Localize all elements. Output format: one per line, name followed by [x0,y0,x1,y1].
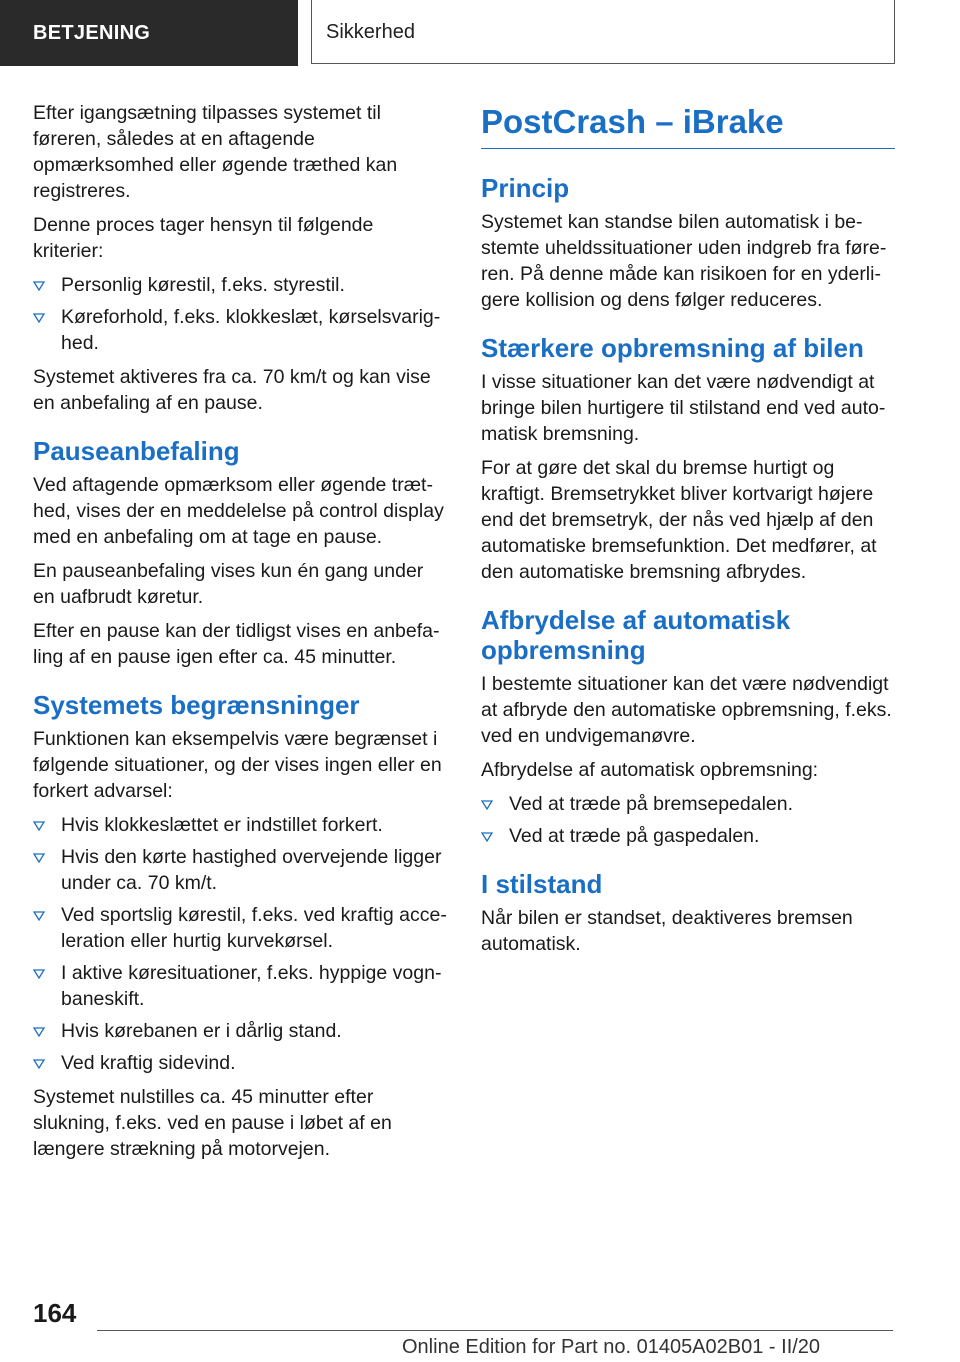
triangle-bullet-icon [33,969,45,979]
triangle-bullet-icon [33,281,45,291]
list-item-text: I aktive køresituationer, f.eks. hyppige vognbaneskift. [61,962,442,1010]
page-number: 164 [33,1298,77,1328]
section-title: PostCrash – iBrake [481,102,895,149]
activation-paragraph: Systemet aktiveres fra ca. 70 km/t og kan vise en anbefaling af en pause. [33,366,431,414]
cancel-braking-heading: Afbrydelse af automatisk opbremsning [481,605,791,665]
edition-label: Online Edition for Part no. 01405A02B01 - II/20 [402,1336,821,1358]
list-item-text: Ved at træde på gaspedalen. [509,825,760,847]
triangle-bullet-icon [33,313,45,323]
list-item-text: Hvis den kørte hastighed overvejende ligger under ca. 70 km/t. [61,846,442,894]
limits-intro: Funktionen kan eksempelvis være begrænset i følgende situationer, og der vises ingen eller en forkert advarsel: [33,728,442,802]
section-tab: BETJENING [0,0,298,66]
list-item [481,823,896,849]
list-item [33,902,448,954]
list-item [33,304,448,356]
triangle-bullet-icon [481,832,493,842]
reset-paragraph: Systemet nulstilles ca. 45 minutter efter slukning, f.eks. ved en pause i løbet af en længere strækning på motorvejen. [33,1086,392,1160]
intro-paragraph-2: Denne proces tager hensyn til følgende kriterier: [33,214,374,262]
right-column [481,102,896,965]
stronger-paragraph-2: For at gøre det skal du bremse hurtigt og kraftigt. Bremsetrykket bliver kortvarigt højere end det bremsetryk, der nås ved hjælp af den automatiske bremsefunktion. Det medfører, at den automatiske bremsning afbrydes. [481,457,877,583]
list-item-text: Hvis kørebanen er i dårlig stand. [61,1020,342,1042]
list-item-text: Køreforhold, f.eks. klokkeslæt, kørselsvarighed. [61,306,441,354]
chapter-title: Sikkerhed [311,0,895,64]
list-item [33,844,448,896]
criteria-list [33,272,448,356]
list-item [33,272,448,298]
list-item-text: Personlig kørestil, f.eks. styrestil. [61,274,345,296]
cancel-paragraph-1: I bestemte situationer kan det være nødvendigt at afbryde den automatiske opbremsning, f.eks. ved en undvigemanøvre. [481,673,892,747]
list-item [481,791,896,817]
stronger-paragraph-1: I visse situationer kan det være nødvendigt at bringe bilen hurtigere til stilstand end ved automatisk bremsning. [481,371,886,445]
limits-list [33,812,448,1076]
pause-paragraph-1: Ved aftagende opmærksom eller øgende træthed, vises der en meddelelse på control display med en anbefaling om at tage en pause. [33,474,444,548]
triangle-bullet-icon [481,800,493,810]
stronger-braking-heading: Stærkere opbremsning af bilen [481,333,864,363]
triangle-bullet-icon [33,1059,45,1069]
pause-paragraph-3: Efter en pause kan der tidligst vises en anbefaling af en pause igen efter ca. 45 minutter. [33,620,440,668]
list-item [33,812,448,838]
pause-heading: Pauseanbefaling [33,436,240,466]
page-header [0,0,960,66]
cancel-list [481,791,896,849]
triangle-bullet-icon [33,853,45,863]
limits-heading: Systemets begrænsninger [33,690,360,720]
list-item [33,1018,448,1044]
list-item [33,960,448,1012]
cancel-paragraph-2: Afbrydelse af automatisk opbremsning: [481,759,819,781]
list-item-text: Ved kraftig sidevind. [61,1052,236,1074]
left-column [33,100,448,1170]
triangle-bullet-icon [33,911,45,921]
standstill-paragraph: Når bilen er standset, deaktiveres bremsen automatisk. [481,907,853,955]
footer-divider [97,1330,893,1331]
principle-paragraph: Systemet kan standse bilen automatisk i bestemte uheldssituationer uden indgreb fra føreren. På denne måde kan risikoen for en yderligere kollision og dens følger reduceres. [481,211,887,311]
triangle-bullet-icon [33,821,45,831]
principle-heading: Princip [481,173,570,203]
list-item-text: Hvis klokkeslættet er indstillet forkert. [61,814,383,836]
list-item-text: Ved at træde på bremsepedalen. [509,793,794,815]
standstill-heading: I stilstand [481,869,603,899]
triangle-bullet-icon [33,1027,45,1037]
list-item [33,1050,448,1076]
pause-paragraph-2: En pauseanbefaling vises kun én gang under en uafbrudt køretur. [33,560,424,608]
list-item-text: Ved sportslig kørestil, f.eks. ved kraftig acceleration eller hurtig kurvekørsel. [61,904,447,952]
intro-paragraph-1: Efter igangsætning tilpasses systemet til føreren, således at en aftagende opmærksomhed eller øgende træthed kan registreres. [33,102,398,202]
